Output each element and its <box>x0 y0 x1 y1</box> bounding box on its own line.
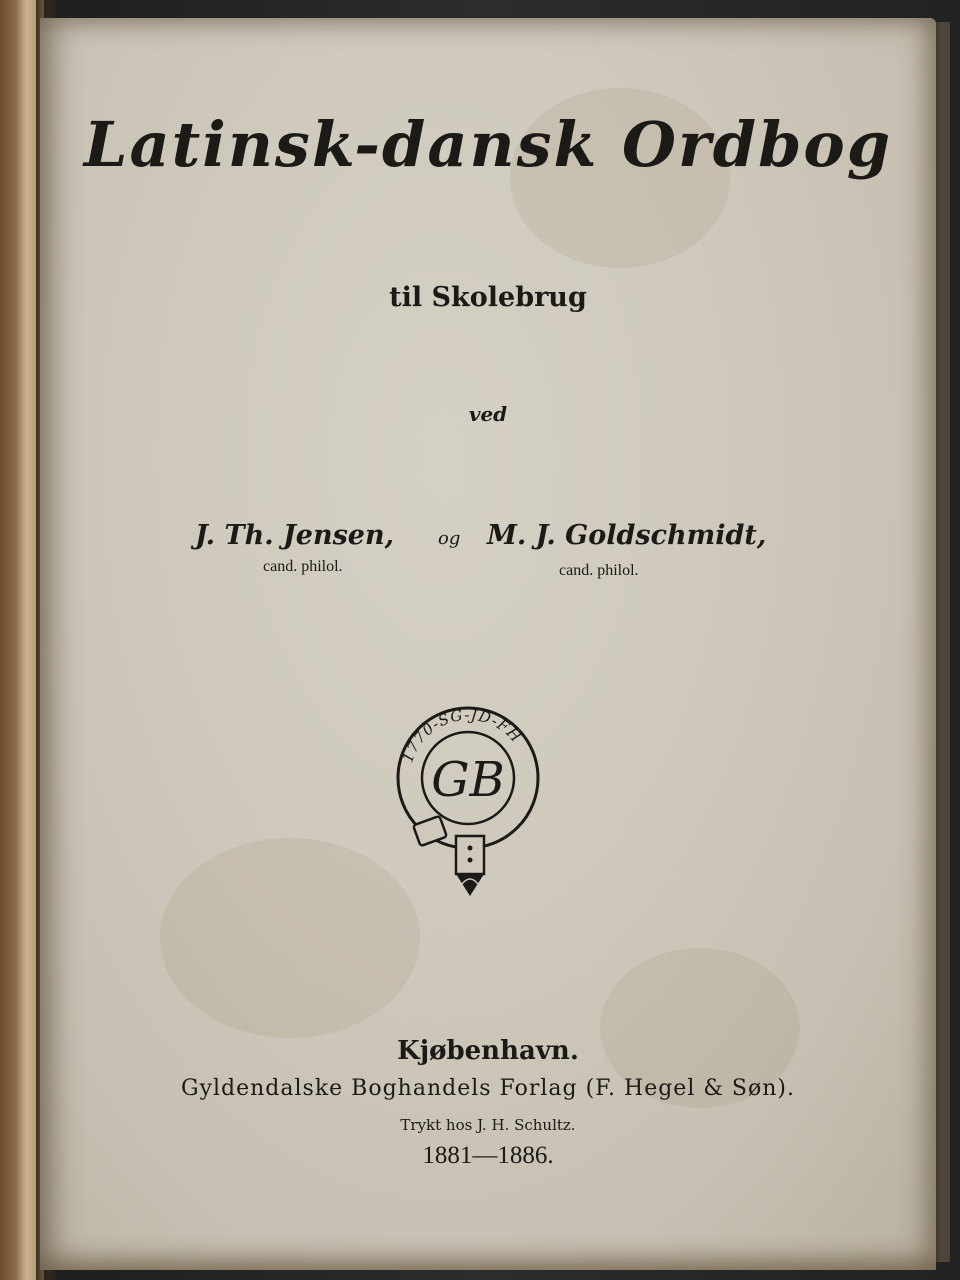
book-title: Latinsk-dansk Ordbog <box>83 108 893 181</box>
book-subtitle: til Skolebrug <box>389 282 587 313</box>
printer-line: Trykt hos J. H. Schultz. <box>400 1116 576 1134</box>
emblem-seal <box>388 698 548 903</box>
author-1-name: J. Th. Jensen, <box>195 520 394 551</box>
emblem-strap-tip <box>456 874 484 896</box>
emblem-ring-text: 1770-SG-JD-FH <box>398 705 526 765</box>
publication-city: Kjøbenhavn. <box>397 1036 579 1066</box>
author-2-name: M. J. Goldschmidt, <box>487 520 767 551</box>
emblem-monogram: GB <box>431 752 505 808</box>
emblem-strap <box>456 836 484 874</box>
publication-years: 1881—1886. <box>422 1142 554 1169</box>
author-conjunction: og <box>438 528 461 549</box>
publisher-line: Gyldendalske Boghandels Forlag (F. Hegel & Søn). <box>181 1076 795 1101</box>
paper-stain <box>160 838 420 1038</box>
by-line: ved <box>468 402 508 426</box>
author-2-degree: cand. philol. <box>559 562 639 579</box>
author-1-degree: cand. philol. <box>263 558 343 575</box>
